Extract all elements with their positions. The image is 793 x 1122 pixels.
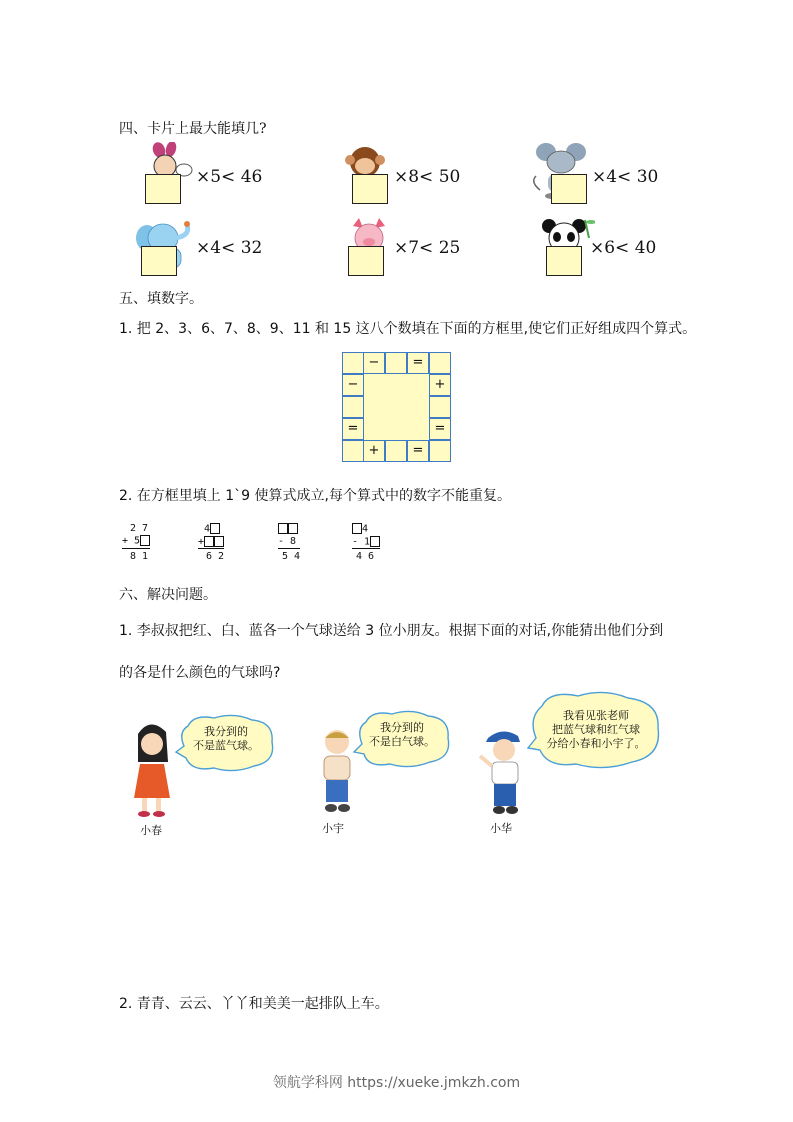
answer-card-3[interactable]: [551, 174, 587, 204]
grid-operator: −: [363, 352, 385, 374]
blank-box[interactable]: [210, 523, 220, 534]
problem-top: 4: [204, 523, 211, 535]
grid-operator: =: [407, 440, 429, 462]
grid-cell[interactable]: [385, 440, 407, 462]
bubble-text-1: [186, 725, 266, 753]
blank-box[interactable]: [370, 536, 380, 547]
answer-card-6[interactable]: [546, 246, 582, 276]
problem-result: 4 6: [352, 548, 380, 563]
problem-top: 4: [362, 523, 369, 535]
grid-operator: −: [342, 374, 364, 396]
vertical-problem-1: [122, 523, 150, 563]
bubble-line: 我分到的: [204, 725, 248, 738]
bubble-line: 分给小春和小宇了。: [546, 737, 646, 750]
answer-card-2[interactable]: [352, 174, 388, 204]
bubble-text-2: [362, 721, 442, 749]
answer-card-1[interactable]: [145, 174, 181, 204]
vertical-problem-3: [278, 523, 300, 563]
grid-cell[interactable]: [429, 352, 451, 374]
bubble-line: 我看见张老师: [563, 709, 629, 722]
expression-5: ×7< 25: [394, 238, 461, 258]
grid-cell[interactable]: [429, 440, 451, 462]
answer-card-4[interactable]: [141, 246, 177, 276]
question-6-2: 2. 青青、云云、丫丫和美美一起排队上车。: [119, 996, 389, 1012]
girl-xiaochun-illustration: [128, 720, 178, 820]
grid-operator: +: [429, 374, 451, 396]
problem-result: 5 4: [278, 548, 300, 563]
grid-cell[interactable]: [342, 440, 364, 462]
name-xiaochun: 小春: [140, 824, 162, 837]
name-xiaoyu: 小宇: [322, 822, 344, 835]
question-6-1-line2: 的各是什么颜色的气球吗?: [119, 665, 281, 681]
blank-box[interactable]: [288, 523, 298, 534]
question-5-2: 2. 在方框里填上 1`9 使算式成立,每个算式中的数字不能重复。: [119, 488, 511, 504]
grid-center: [363, 373, 430, 441]
blank-box[interactable]: [278, 523, 288, 534]
problem-result: 8 1: [122, 548, 150, 563]
blank-box[interactable]: [214, 536, 224, 547]
expression-2: ×8< 50: [394, 167, 461, 187]
grid-operator: =: [407, 352, 429, 374]
grid-cell[interactable]: [429, 396, 451, 418]
question-5-1: 1. 把 2、3、6、7、8、9、11 和 15 这八个数填在下面的方框里,使它们正好组成四个算式。: [119, 321, 697, 337]
vertical-problem-4: [352, 523, 380, 563]
section-5-title: 五、填数字。: [119, 291, 203, 307]
grid-cell[interactable]: [385, 352, 407, 374]
blank-box[interactable]: [140, 535, 150, 546]
grid-cell[interactable]: [342, 396, 364, 418]
name-xiaohua: 小华: [490, 822, 512, 835]
problem-result: 6 2: [198, 548, 224, 563]
problem-mid: + 5: [122, 535, 141, 547]
question-6-1-line1: 1. 李叔叔把红、白、蓝各一个气球送给 3 位小朋友。根据下面的对话,你能猜出他们分到: [119, 623, 664, 639]
answer-card-5[interactable]: [348, 246, 384, 276]
grid-operator: +: [363, 440, 385, 462]
footer-watermark: 领航学科网 https://xueke.jmkzh.com: [272, 1075, 521, 1091]
bubble-line: 我分到的: [380, 721, 424, 734]
problem-mid: - 8: [278, 535, 297, 547]
bubble-line: 不是白气球。: [369, 735, 435, 748]
bubble-line: 不是蓝气球。: [193, 739, 259, 752]
expression-1: ×5< 46: [196, 167, 263, 187]
problem-top: 2 7: [130, 523, 149, 534]
expression-6: ×6< 40: [590, 238, 657, 258]
number-grid: [342, 352, 451, 462]
grid-operator: =: [429, 418, 451, 440]
bubble-text-3: [534, 709, 658, 751]
expression-4: ×4< 32: [196, 238, 263, 258]
bubble-line: 把蓝气球和红气球: [552, 723, 640, 736]
grid-operator: =: [342, 418, 364, 440]
grid-cell[interactable]: [342, 352, 364, 374]
problem-mid: - 1: [352, 536, 371, 547]
blank-box[interactable]: [204, 536, 214, 547]
section-4-title: 四、卡片上最大能填几?: [119, 121, 267, 137]
problem-mid: +: [198, 536, 205, 547]
vertical-problem-2: [198, 523, 224, 563]
expression-3: ×4< 30: [592, 167, 659, 187]
section-6-title: 六、解决问题。: [119, 587, 217, 603]
blank-box[interactable]: [352, 523, 362, 534]
